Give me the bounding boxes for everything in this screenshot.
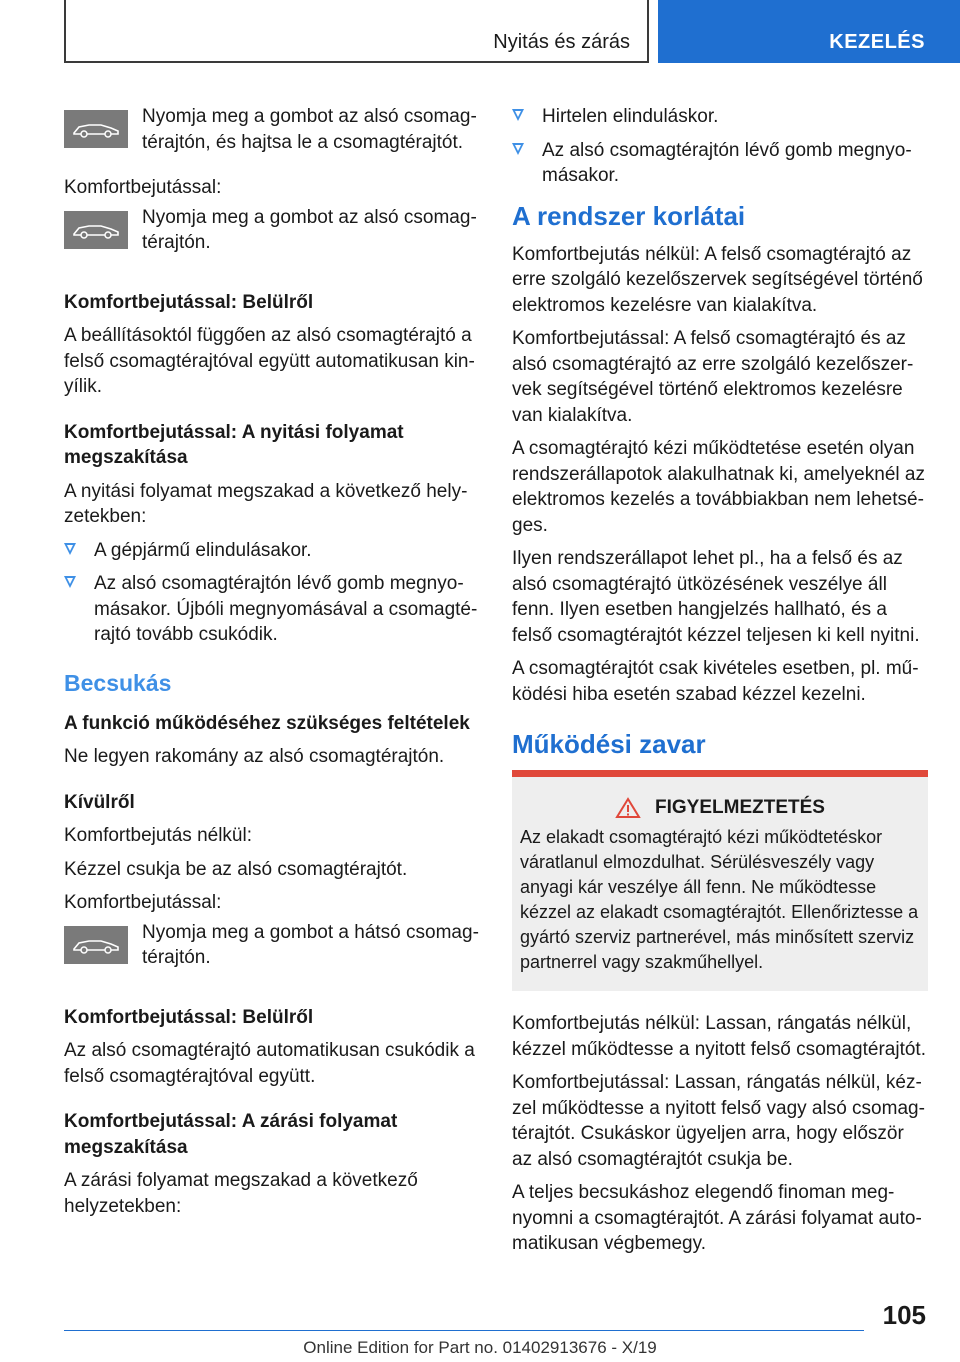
inside-text-2: Az alsó csomagtérajtó automatikusan csukódik a felső csomagtérajtóval együtt. [64, 1040, 475, 1087]
close-interrupt-list [512, 104, 928, 189]
left-column [64, 100, 482, 1219]
section-title-limits: A rendszer korlátai [512, 200, 746, 231]
car-tailgate-icon [64, 110, 128, 148]
icon-instruction-2-text: Nyomja meg a gombot az alsó csomagtérajtón. [142, 206, 477, 253]
subheading-interrupt-close: Komfortbejutással: A zárási folyamat megszakítása [64, 1111, 398, 1158]
icon-instruction-2 [64, 205, 482, 256]
limits-paragraph: A csomagtérajtót csak kivételes esetben, pl. működési hiba esetén szabad kézzel kezelni. [512, 658, 919, 705]
subheading-inside-2: Komfortbejutással: Belülről [64, 1006, 314, 1028]
triangle-bullet-icon [512, 109, 524, 121]
warning-text: Az elakadt csomagtérajtó kézi működtetéskor váratlanul elmozdulhat. Sérülésveszély vagy anyagi kár veszélye áll fenn. Ne működtesse kézzel az elakadt csomagtérajtót. Ellenőriztesse a gyártó szerviz partnerével, más minősített szerviz partnerrel vagy szakműhellyel. [520, 827, 919, 972]
icon-instruction-3 [64, 920, 482, 971]
warning-triangle-icon [615, 797, 641, 819]
car-tailgate-icon [64, 211, 128, 249]
interrupt-open-text: A nyitási folyamat megszakad a következő helyzetekben: [64, 480, 468, 527]
limits-paragraph: Ilyen rendszerállapot lehet pl., ha a felső és az alsó csomagtérajtó ütközésének veszélye áll fenn. Ilyen esetben hangjelzés hallható, és a felső csomagtérajtót kézzel teljesen ki kell nyitni. [512, 548, 920, 646]
footer-edition: Online Edition for Part no. 01402913676 - X/19 [303, 1338, 657, 1357]
icon-instruction-3-text: Nyomja meg a gombot a hátsó csomagtérajtón. [142, 921, 479, 968]
requirements-text: Ne legyen rakomány az alsó csomagtérajtón. [64, 746, 445, 767]
car-tailgate-icon [64, 926, 128, 964]
page-number: 105 [882, 1300, 926, 1330]
subheading-outside: Kívülről [64, 791, 135, 813]
limits-paragraph: A csomagtérajtó kézi működtetése esetén olyan rendszerállapotok alakulhatnak ki, amelyeknél az elektromos kezelés a továbbiakban nem lehetséges. [512, 438, 925, 536]
subheading-inside-1: Komfortbejutással: Belülről [64, 291, 314, 313]
section-title-fault: Működési zavar [512, 729, 706, 759]
icon-instruction-1 [64, 104, 482, 155]
header-chapter-tab [658, 0, 960, 63]
warning-heading [520, 797, 920, 819]
list-item: Az alsó csomagtérajtón lévő gomb megnyomásakor. [512, 138, 928, 189]
subheading-interrupt-open: Komfortbejutással: A nyitási folyamat megszakítása [64, 421, 404, 468]
limits-paragraph: Komfortbejutás nélkül: A felső csomagtérajtó az erre szolgáló kezelőszervek segítségével történő elektromos kezelésre van kialakítva. [512, 243, 923, 316]
triangle-bullet-icon [512, 143, 524, 155]
list-item: A gépjármű elindulásakor. [64, 538, 482, 564]
comfort-label-1: Komfortbejutással: [64, 177, 222, 198]
triangle-bullet-icon [64, 576, 76, 588]
right-column [512, 100, 928, 1257]
warning-box [512, 770, 928, 991]
list-item: Az alsó csomagtérajtón lévő gomb megnyomásakor. Újbóli megnyomásával a csomagtérajtó tovább csukódik. [64, 571, 482, 648]
inside-text-1: A beállításoktól függően az alsó csomagtérajtó a felső csomagtérajtóval együtt automatikusan kinyílik. [64, 325, 475, 397]
header-section-title: Nyitás és zárás [493, 31, 630, 53]
triangle-bullet-icon [64, 543, 76, 555]
icon-instruction-1-text: Nyomja meg a gombot az alsó csomagtérajtón, és hajtsa le a csomagtérajtót. [142, 106, 477, 153]
footer-divider [64, 1330, 864, 1331]
fault-paragraph: Komfortbejutás nélkül: Lassan, rángatás nélkül, kézzel működtesse a nyitott felső csomagtérajtót. [512, 1013, 926, 1060]
limits-paragraph: Komfortbejutással: A felső csomagtérajtó és az alsó csomagtérajtó az erre szolgáló kezelőszervek segítségével történő elektromos kezelésre van kialakítva. [512, 328, 914, 426]
warning-title: FIGYELMEZTETÉS [655, 797, 825, 818]
open-interrupt-list [64, 538, 482, 648]
list-item: Hirtelen elinduláskor. [512, 104, 928, 130]
comfort-label-2: Komfortbejutással: [64, 892, 222, 913]
no-comfort-text: Kézzel csukja be az alsó csomagtérajtót. [64, 858, 408, 880]
header-chapter-label: KEZELÉS [829, 31, 925, 53]
fault-paragraph: Komfortbejutással: Lassan, rángatás nélkül, kézzel működtesse a nyitott felső vagy alsó csomagtérajtót. Csukáskor ügyeljen arra, hogy először az alsó csomagtérajtót csukja be. [512, 1072, 925, 1170]
no-comfort-label: Komfortbejutás nélkül: [64, 825, 252, 846]
section-title-closing: Becsukás [64, 669, 172, 696]
interrupt-close-text: A zárási folyamat megszakad a következő helyzetekben: [64, 1170, 418, 1217]
subheading-requirements: A funkció működéséhez szükséges feltételek [64, 712, 470, 734]
fault-paragraph: A teljes becsukáshoz elegendő finoman megnyomni a csomagtérajtót. A zárási folyamat automatikusan végbemegy. [512, 1182, 922, 1254]
